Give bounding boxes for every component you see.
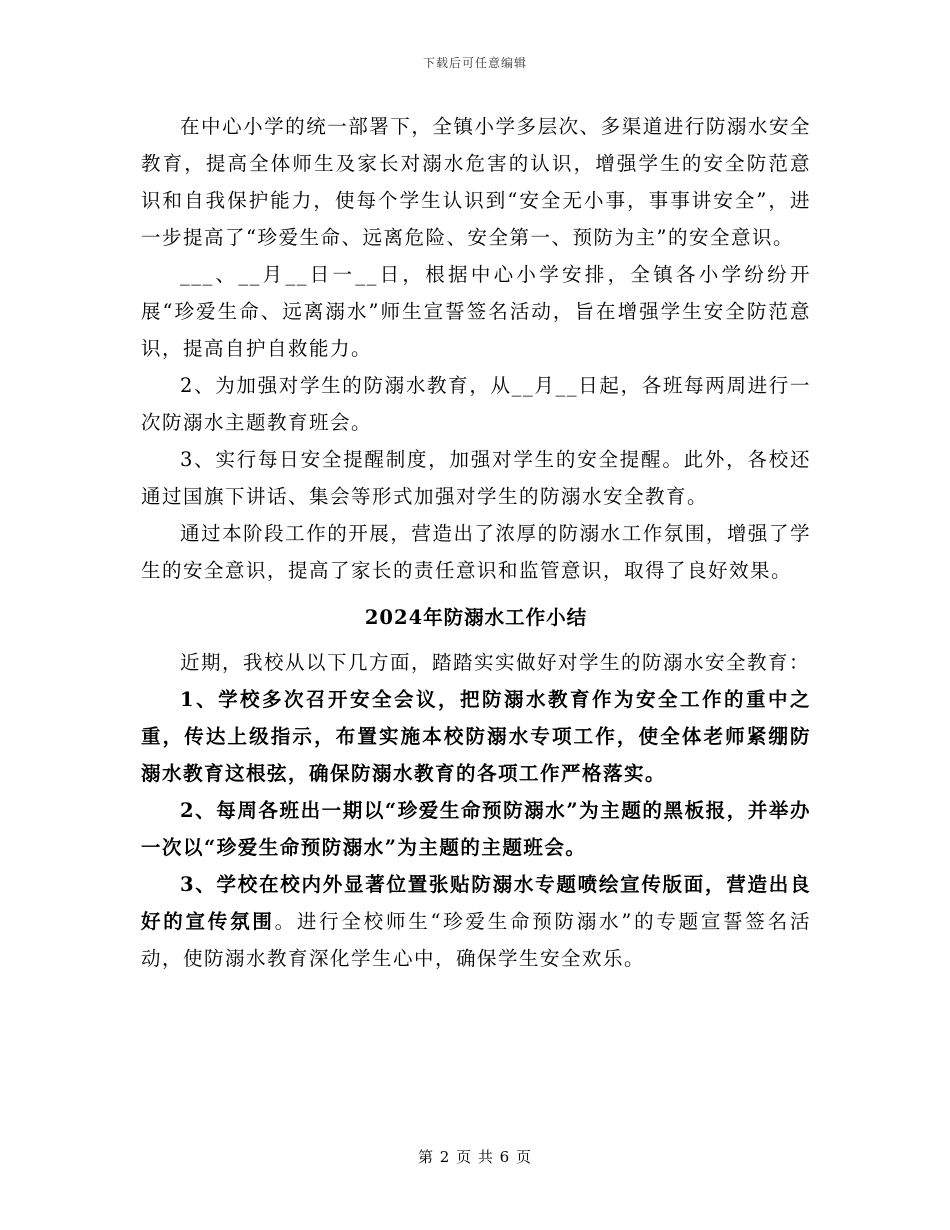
paragraph-5: 通过本阶段工作的开展，营造出了浓厚的防溺水工作氛围，增强了学生的安全意识，提高了家长的责任意识和监管意识，取得了良好效果。 <box>141 522 811 582</box>
paragraph-3: 2、为加强对学生的防溺水教育，从__月__日起，各班每两周进行一次防溺水主题教育班会。 <box>141 374 811 434</box>
paragraph-4: 3、实行每日安全提醒制度，加强对学生的安全提醒。此外，各校还通过国旗下讲话、集会等形式加强对学生的防溺水安全教育。 <box>141 448 811 508</box>
page-number: 第 2 页 共 6 页 <box>418 1148 532 1166</box>
section-intro: 近期，我校从以下几方面，踏踏实实做好对学生的防溺水安全教育： <box>180 651 811 674</box>
header-note: 下载后可任意编辑 <box>422 56 527 70</box>
list-item-2: 2、每周各班出一期以“珍爱生命预防溺水”为主题的黑板报，并举办一次以“珍爱生命预防溺水”为主题的主题班会。 <box>141 799 811 859</box>
paragraph-2: ___、__月__日一__日，根据中心小学安排，全镇各小学纷纷开展“珍爱生命、远离溺水”师生宣誓签名活动，旨在增强学生安全防范意识，提高自护自救能力。 <box>141 263 811 360</box>
list-item-1: 1、学校多次召开安全会议，把防溺水教育作为安全工作的重中之重，传达上级指示，布置实施本校防溺水专项工作，使全体老师紧绷防溺水教育这根弦，确保防溺水教育的各项工作严格落实。 <box>141 688 811 785</box>
list-item-3-bold-part: 3、学校在校内外显著位置张贴防溺水专题喷绘宣传版面，营造出良好的宣传氛围 <box>141 873 811 933</box>
list-item-3 <box>141 866 811 977</box>
list-item-3-rest: 。进行全校师生“珍爱生命预防溺水”的专题宣誓签名活动，使防溺水教育深化学生心中，确保学生安全欢乐。 <box>141 910 811 970</box>
section-title: 2024年防溺水工作小结 <box>364 606 588 629</box>
document-body <box>141 108 811 977</box>
paragraph-1: 在中心小学的统一部署下，全镇小学多层次、多渠道进行防溺水安全教育，提高全体师生及家长对溺水危害的认识，增强学生的安全防范意识和自我保护能力，使每个学生认识到“安全无小事，事事讲安全”，进一步提高了“珍爱生命、远离危险、安全第一、预防为主”的安全意识。 <box>141 115 811 249</box>
